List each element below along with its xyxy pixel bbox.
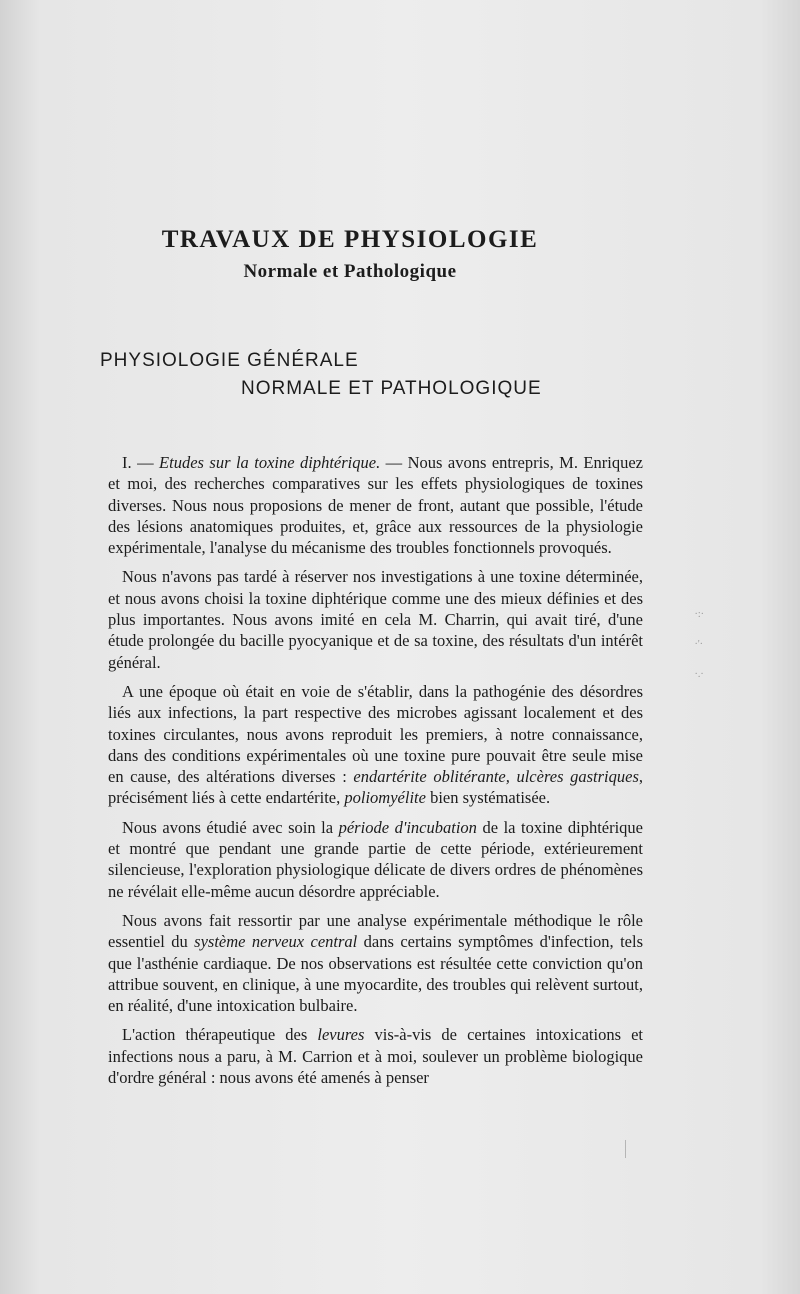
paragraph-5 — [108, 910, 643, 1016]
page-title — [0, 226, 700, 254]
emphasis: système nerveux central — [194, 932, 358, 952]
page-title-text: TRAVAUX DE PHYSIOLOGIE — [161, 226, 539, 253]
paragraph-text: Nous avons fait ressortir par une analyse expérimentale méthodique le rôle essentiel du — [108, 910, 643, 952]
paragraph-text: L'action thérapeutique des — [122, 1025, 318, 1045]
emphasis: période d'incubation — [338, 817, 477, 837]
emphasis: endartérite oblitérante, ulcères gastriques — [353, 767, 639, 787]
margin-specks: ·:· ·'· ·.· — [694, 609, 704, 680]
paragraph-number: I. — — [122, 453, 160, 472]
paragraph-text: Nous avons étudié avec soin la — [122, 817, 339, 837]
section-heading-line-2: NORMALE ET PATHOLOGIQUE — [241, 378, 542, 399]
section-heading-line-1: PHYSIOLOGIE GÉNÉRALE — [100, 350, 359, 371]
page-subtitle: Normale et Pathologique — [243, 261, 457, 282]
paragraph-text: vis-à-vis de certaines intoxications et infections nous a paru, à M. Carrion et à moi, soulever un problème biologique d'ordre général : nous avons été amenés à penser — [108, 1025, 643, 1088]
paragraph-2: Nous n'avons pas tardé à réserver nos investigations à une toxine déterminée, et nous avons choisi la toxine diphtérique comme une des mieux définies et des plus importantes. Nous avons imité en cela M. Charrin, qui avait tiré, d'une étude prolongée du bacille pyocyanique et de sa toxine, des résultats d'un intérêt général. — [108, 567, 643, 672]
paragraph-heading: Etudes sur la toxine diphtérique. — [159, 453, 381, 472]
emphasis: levures — [317, 1025, 365, 1045]
paragraph-text: dans certains symptômes d'infection, tels que l'asthénie cardiaque. De nos observations est résultée cette conviction qu'on attribue souvent, en clinique, à une myocardite, des troubles qui relèvent surtout, en réalité, d'une intoxication bulbaire. — [108, 932, 643, 1016]
paragraph-text: bien systématisée. — [425, 788, 551, 808]
paragraph-1 — [108, 452, 643, 558]
paragraph-text: de la toxine diphtérique et montré que pendant une grande partie de cette période, extérieurement silencieuse, l'exploration physiologique délicate de divers ordres de phénomènes ne révélait elle-même aucun désordre appréciable. — [108, 817, 643, 901]
paragraph-text: A une époque où était en voie de s'établir, dans la pathogénie des désordres liés aux infections, la part respective des microbes agissant localement et des toxines circulantes, nous avons reproduit les premiers, à notre connaissance, dans des conditions expérimentales où une toxine pure pouvait être seule mise en cause, des altérations diverses : — [108, 681, 643, 787]
body-text — [108, 452, 643, 1096]
paragraph-4 — [108, 817, 643, 902]
emphasis: poliomyélite — [344, 788, 426, 808]
paragraph-text: — Nous avons entrepris, M. Enriquez et moi, des recherches comparatives sur les effets physiologiques de toxines diverses. Nous nous proposions de mener de front, autant que possible, l'étude des lésions anatomiques produites, et, grâce aux ressources de la physiologie expérimentale, l'analyse du mécanisme des troubles fonctionnels provoqués. — [108, 453, 643, 558]
paragraph-6 — [108, 1024, 643, 1088]
paragraph-3 — [108, 681, 643, 809]
margin-tick — [625, 1140, 626, 1158]
paragraph-text: , précisément liés à cette endartérite, — [108, 767, 643, 808]
